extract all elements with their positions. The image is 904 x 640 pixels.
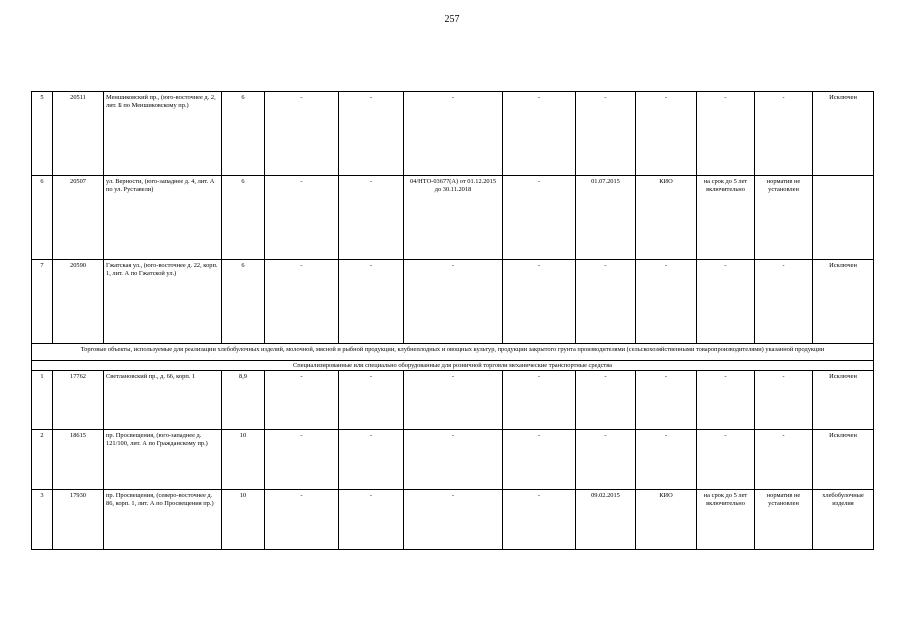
- cell-row-number: 5: [32, 92, 53, 176]
- cell-status: Исключен: [813, 260, 874, 344]
- cell-address: Гжатская ул., (юго-восточнее д. 22, корп. 1, лит. А по Гжатской ул.): [104, 260, 222, 344]
- cell-address: Светлановский пр., д. 66, корп. 1: [104, 370, 222, 430]
- cell-authority: КИО: [636, 176, 697, 260]
- cell-date: -: [576, 260, 636, 344]
- cell-area: 6: [222, 92, 265, 176]
- cell-norm: -: [755, 92, 813, 176]
- cell-col-8: -: [503, 370, 576, 430]
- cell-date: 09.02.2015: [576, 490, 636, 550]
- cell-col-5: -: [265, 430, 339, 490]
- cell-term: -: [697, 92, 755, 176]
- cell-col-6: -: [339, 176, 404, 260]
- cell-object-id: 17930: [53, 490, 104, 550]
- cell-col-8: -: [503, 430, 576, 490]
- table-row: [32, 490, 874, 550]
- cell-object-id: 20511: [53, 92, 104, 176]
- cell-address: Меншиковский пр., (юго-восточнее д. 2, лит. Б по Меншиковскому пр.): [104, 92, 222, 176]
- cell-status: [813, 176, 874, 260]
- cell-permit: -: [404, 430, 503, 490]
- cell-permit: -: [404, 92, 503, 176]
- cell-term: на срок до 5 лет включительно: [697, 490, 755, 550]
- registry-table: [31, 91, 874, 550]
- table-row: [32, 92, 874, 176]
- table-row: [32, 370, 874, 430]
- cell-status: Исключен: [813, 430, 874, 490]
- cell-date: 01.07.2015: [576, 176, 636, 260]
- page-number: 257: [444, 14, 460, 25]
- table-row: [32, 430, 874, 490]
- cell-status: Исключен: [813, 92, 874, 176]
- cell-permit: -: [404, 490, 503, 550]
- cell-authority: -: [636, 370, 697, 430]
- cell-row-number: 3: [32, 490, 53, 550]
- cell-object-id: 17762: [53, 370, 104, 430]
- cell-col-5: -: [265, 370, 339, 430]
- cell-col-5: -: [265, 92, 339, 176]
- cell-area: 8,9: [222, 370, 265, 430]
- cell-row-number: 2: [32, 430, 53, 490]
- subsection-heading: Специализированные или специально оборудованные для розничной торговли механические транспортные средства: [32, 361, 874, 370]
- table-body-bottom: [32, 370, 874, 549]
- cell-object-id: 20507: [53, 176, 104, 260]
- table-section-headers: [32, 344, 874, 370]
- cell-term: на срок до 5 лет включительно: [697, 176, 755, 260]
- cell-area: 10: [222, 490, 265, 550]
- table-row: [32, 176, 874, 260]
- cell-object-id: 20590: [53, 260, 104, 344]
- cell-date: -: [576, 92, 636, 176]
- cell-col-6: -: [339, 370, 404, 430]
- cell-row-number: 6: [32, 176, 53, 260]
- cell-status: хлебобулочные изделия: [813, 490, 874, 550]
- cell-norm: норматив не установлен: [755, 176, 813, 260]
- cell-address: пр. Просвещения, (юго-западнее д. 121/100, лит. А по Гражданскому пр.): [104, 430, 222, 490]
- cell-term: -: [697, 430, 755, 490]
- cell-authority: -: [636, 430, 697, 490]
- table-body-top: [32, 92, 874, 344]
- cell-row-number: 7: [32, 260, 53, 344]
- cell-col-8: -: [503, 260, 576, 344]
- cell-permit: 04/НТО-03677(А) от 01.12.2015 до 30.11.2018: [404, 176, 503, 260]
- cell-col-6: -: [339, 260, 404, 344]
- cell-object-id: 18615: [53, 430, 104, 490]
- cell-col-6: -: [339, 490, 404, 550]
- cell-col-8: -: [503, 92, 576, 176]
- cell-norm: норматив не установлен: [755, 490, 813, 550]
- cell-col-6: -: [339, 430, 404, 490]
- cell-row-number: 1: [32, 370, 53, 430]
- cell-authority: -: [636, 92, 697, 176]
- cell-permit: -: [404, 260, 503, 344]
- cell-norm: -: [755, 260, 813, 344]
- cell-col-8: -: [503, 176, 576, 260]
- cell-address: пр. Просвещения, (северо-восточнее д. 86, корп. 1, лит. А по Просвещения пр.): [104, 490, 222, 550]
- cell-col-5: -: [265, 260, 339, 344]
- cell-norm: -: [755, 370, 813, 430]
- cell-area: 10: [222, 430, 265, 490]
- cell-address: ул. Верности, (юго-западнее д. 4, лит. А по ул. Руставели): [104, 176, 222, 260]
- cell-area: 6: [222, 176, 265, 260]
- cell-date: -: [576, 370, 636, 430]
- cell-permit: -: [404, 370, 503, 430]
- section-heading: Торговые объекты, используемые для реализации хлебобулочных изделий, молочной, мясной и рыбной продукции, клубнеплодных и овощных культур, продукции закрытого грунта производителями (сельскохозяйственными товаропроизводителями) указанной продукции: [32, 344, 874, 361]
- cell-authority: КИО: [636, 490, 697, 550]
- table-row: [32, 260, 874, 344]
- cell-date: -: [576, 430, 636, 490]
- cell-term: -: [697, 260, 755, 344]
- cell-col-8: -: [503, 490, 576, 550]
- cell-norm: -: [755, 430, 813, 490]
- cell-area: 6: [222, 260, 265, 344]
- cell-authority: -: [636, 260, 697, 344]
- cell-col-6: -: [339, 92, 404, 176]
- cell-col-5: -: [265, 176, 339, 260]
- cell-term: -: [697, 370, 755, 430]
- cell-col-5: -: [265, 490, 339, 550]
- cell-status: Исключен: [813, 370, 874, 430]
